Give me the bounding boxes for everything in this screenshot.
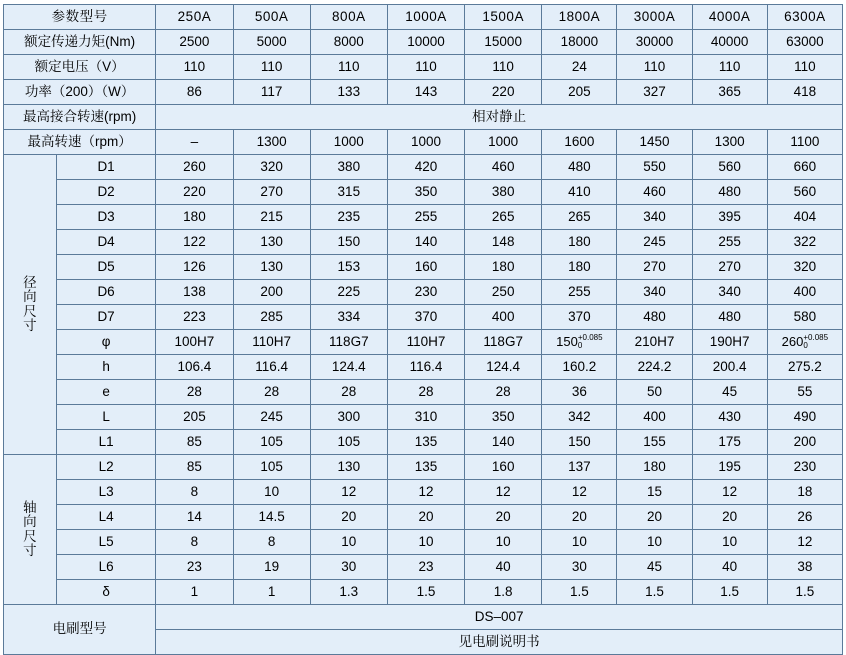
cell: 418 bbox=[767, 80, 842, 105]
cell: 137 bbox=[542, 455, 617, 480]
cell: 19 bbox=[233, 555, 310, 580]
cell: 230 bbox=[767, 455, 842, 480]
row-label-e: e bbox=[56, 380, 156, 405]
row-label-l4: L4 bbox=[56, 505, 156, 530]
cell: 110 bbox=[767, 55, 842, 80]
cell: 105 bbox=[233, 455, 310, 480]
row-label-torque: 额定传递力矩(Nm) bbox=[4, 30, 156, 55]
group-char: 向 bbox=[23, 514, 37, 530]
cell: 340 bbox=[617, 205, 692, 230]
group-char: 寸 bbox=[23, 317, 37, 333]
cell: 28 bbox=[233, 380, 310, 405]
table-row bbox=[4, 130, 843, 155]
specification-table bbox=[3, 4, 843, 655]
cell: 148 bbox=[465, 230, 542, 255]
cell: 10 bbox=[387, 530, 464, 555]
cell: 118G7 bbox=[465, 330, 542, 355]
cell: 220 bbox=[465, 80, 542, 105]
cell: 140 bbox=[465, 430, 542, 455]
cell: 150 bbox=[542, 430, 617, 455]
cell: 126 bbox=[156, 255, 233, 280]
cell: 86 bbox=[156, 80, 233, 105]
cell: 300 bbox=[310, 405, 387, 430]
cell: 580 bbox=[767, 305, 842, 330]
row-label-l1: L1 bbox=[56, 430, 156, 455]
cell: 395 bbox=[692, 205, 767, 230]
table-row bbox=[4, 455, 843, 480]
model-1800a: 1800A bbox=[542, 5, 617, 30]
cell: 1100 bbox=[767, 130, 842, 155]
cell: 1300 bbox=[233, 130, 310, 155]
cell: 106.4 bbox=[156, 355, 233, 380]
cell: 320 bbox=[233, 155, 310, 180]
cell: 205 bbox=[542, 80, 617, 105]
cell: 153 bbox=[310, 255, 387, 280]
cell-phi-6300a: 260 +0.085 0 bbox=[767, 330, 842, 355]
table-row bbox=[4, 555, 843, 580]
cell: 20 bbox=[387, 505, 464, 530]
cell: 180 bbox=[617, 455, 692, 480]
table-row bbox=[4, 330, 843, 355]
cell-brush-manual-note: 见电刷说明书 bbox=[156, 630, 843, 655]
cell: 340 bbox=[617, 280, 692, 305]
cell: 15000 bbox=[465, 30, 542, 55]
cell: 110 bbox=[310, 55, 387, 80]
cell: 117 bbox=[233, 80, 310, 105]
cell: 160.2 bbox=[542, 355, 617, 380]
cell: 20 bbox=[692, 505, 767, 530]
cell: 110 bbox=[617, 55, 692, 80]
cell: 660 bbox=[767, 155, 842, 180]
cell: 1.3 bbox=[310, 580, 387, 605]
cell: 130 bbox=[310, 455, 387, 480]
model-3000a: 3000A bbox=[617, 5, 692, 30]
cell: 8 bbox=[233, 530, 310, 555]
cell: 255 bbox=[692, 230, 767, 255]
cell: 105 bbox=[310, 430, 387, 455]
table-row bbox=[4, 80, 843, 105]
cell: 255 bbox=[387, 205, 464, 230]
cell: 28 bbox=[156, 380, 233, 405]
cell: 180 bbox=[542, 230, 617, 255]
cell: 180 bbox=[542, 255, 617, 280]
cell: 40000 bbox=[692, 30, 767, 55]
cell: 1 bbox=[233, 580, 310, 605]
cell: 365 bbox=[692, 80, 767, 105]
cell: 180 bbox=[156, 205, 233, 230]
table-row bbox=[4, 155, 843, 180]
cell: 28 bbox=[310, 380, 387, 405]
cell: 460 bbox=[617, 180, 692, 205]
table-row bbox=[4, 405, 843, 430]
cell: 480 bbox=[617, 305, 692, 330]
cell: 118G7 bbox=[310, 330, 387, 355]
cell: 1.5 bbox=[692, 580, 767, 605]
cell-merged-relative-static: 相对静止 bbox=[156, 105, 843, 130]
row-label-l5: L5 bbox=[56, 530, 156, 555]
cell: 100H7 bbox=[156, 330, 233, 355]
cell: 12 bbox=[310, 480, 387, 505]
cell: 550 bbox=[617, 155, 692, 180]
cell: 1.8 bbox=[465, 580, 542, 605]
table-row bbox=[4, 180, 843, 205]
cell: 310 bbox=[387, 405, 464, 430]
cell: 110 bbox=[156, 55, 233, 80]
cell: 28 bbox=[387, 380, 464, 405]
cell: 2500 bbox=[156, 30, 233, 55]
table-row bbox=[4, 55, 843, 80]
row-label-d7: D7 bbox=[56, 305, 156, 330]
cell: 420 bbox=[387, 155, 464, 180]
cell: 85 bbox=[156, 430, 233, 455]
table-row bbox=[4, 605, 843, 630]
cell: 200.4 bbox=[692, 355, 767, 380]
cell: 14.5 bbox=[233, 505, 310, 530]
cell: 40 bbox=[692, 555, 767, 580]
cell: 180 bbox=[465, 255, 542, 280]
cell: 24 bbox=[542, 55, 617, 80]
table-row bbox=[4, 230, 843, 255]
cell: 50 bbox=[617, 380, 692, 405]
table-row bbox=[4, 480, 843, 505]
cell: 404 bbox=[767, 205, 842, 230]
cell: 320 bbox=[767, 255, 842, 280]
cell: 245 bbox=[617, 230, 692, 255]
cell: 334 bbox=[310, 305, 387, 330]
group-label-radial bbox=[4, 155, 57, 455]
cell: – bbox=[156, 130, 233, 155]
cell: 110 bbox=[465, 55, 542, 80]
cell: 10000 bbox=[387, 30, 464, 55]
table-row bbox=[4, 430, 843, 455]
cell: 30000 bbox=[617, 30, 692, 55]
cell: 20 bbox=[617, 505, 692, 530]
cell: 8000 bbox=[310, 30, 387, 55]
cell: 124.4 bbox=[310, 355, 387, 380]
cell: 110H7 bbox=[387, 330, 464, 355]
group-char: 径 bbox=[23, 275, 37, 291]
cell: 10 bbox=[310, 530, 387, 555]
cell: 10 bbox=[465, 530, 542, 555]
cell: 135 bbox=[387, 430, 464, 455]
cell: 133 bbox=[310, 80, 387, 105]
cell: 260 bbox=[156, 155, 233, 180]
model-500a: 500A bbox=[233, 5, 310, 30]
cell: 124.4 bbox=[465, 355, 542, 380]
cell: 480 bbox=[542, 155, 617, 180]
cell: 220 bbox=[156, 180, 233, 205]
cell: 110 bbox=[233, 55, 310, 80]
cell: 155 bbox=[617, 430, 692, 455]
header-label: 参数型号 bbox=[4, 5, 156, 30]
cell: 135 bbox=[387, 455, 464, 480]
cell: 400 bbox=[617, 405, 692, 430]
cell: 12 bbox=[465, 480, 542, 505]
group-char: 尺 bbox=[23, 528, 37, 544]
cell: 560 bbox=[767, 180, 842, 205]
cell: 230 bbox=[387, 280, 464, 305]
cell: 14 bbox=[156, 505, 233, 530]
table-row bbox=[4, 30, 843, 55]
table-row bbox=[4, 355, 843, 380]
cell: 285 bbox=[233, 305, 310, 330]
cell: 110 bbox=[692, 55, 767, 80]
row-label-d4: D4 bbox=[56, 230, 156, 255]
cell: 410 bbox=[542, 180, 617, 205]
row-label-delta: δ bbox=[56, 580, 156, 605]
cell: 200 bbox=[767, 430, 842, 455]
cell: 1 bbox=[156, 580, 233, 605]
cell: 30 bbox=[310, 555, 387, 580]
row-label-d3: D3 bbox=[56, 205, 156, 230]
cell: 10 bbox=[692, 530, 767, 555]
row-label-l: L bbox=[56, 405, 156, 430]
cell: 23 bbox=[156, 555, 233, 580]
cell: 190H7 bbox=[692, 330, 767, 355]
cell: 110 bbox=[387, 55, 464, 80]
cell: 45 bbox=[617, 555, 692, 580]
cell: 1.5 bbox=[767, 580, 842, 605]
cell: 340 bbox=[692, 280, 767, 305]
cell: 116.4 bbox=[233, 355, 310, 380]
row-label-max-engage-speed: 最高接合转速(rpm) bbox=[4, 105, 156, 130]
cell: 28 bbox=[465, 380, 542, 405]
cell: 105 bbox=[233, 430, 310, 455]
cell: 245 bbox=[233, 405, 310, 430]
table-row bbox=[4, 205, 843, 230]
row-label-max-speed: 最高转速（rpm） bbox=[4, 130, 156, 155]
cell: 45 bbox=[692, 380, 767, 405]
cell: 380 bbox=[310, 155, 387, 180]
row-label-h: h bbox=[56, 355, 156, 380]
cell: 116.4 bbox=[387, 355, 464, 380]
cell-brush-model-value: DS–007 bbox=[156, 605, 843, 630]
cell: 195 bbox=[692, 455, 767, 480]
cell: 265 bbox=[465, 205, 542, 230]
table-row bbox=[4, 105, 843, 130]
cell: 342 bbox=[542, 405, 617, 430]
cell: 480 bbox=[692, 180, 767, 205]
cell-phi-1800a: 150 +0.085 0 bbox=[542, 330, 617, 355]
group-char: 向 bbox=[23, 289, 37, 305]
cell: 1000 bbox=[310, 130, 387, 155]
row-label-l6: L6 bbox=[56, 555, 156, 580]
cell: 250 bbox=[465, 280, 542, 305]
cell: 8 bbox=[156, 530, 233, 555]
cell: 1.5 bbox=[387, 580, 464, 605]
cell: 20 bbox=[465, 505, 542, 530]
cell: 55 bbox=[767, 380, 842, 405]
cell: 370 bbox=[387, 305, 464, 330]
cell: 480 bbox=[692, 305, 767, 330]
group-char: 尺 bbox=[23, 303, 37, 319]
cell: 85 bbox=[156, 455, 233, 480]
table-row bbox=[4, 280, 843, 305]
cell: 1.5 bbox=[542, 580, 617, 605]
cell: 130 bbox=[233, 230, 310, 255]
cell: 15 bbox=[617, 480, 692, 505]
cell: 10 bbox=[617, 530, 692, 555]
cell: 1000 bbox=[465, 130, 542, 155]
cell: 20 bbox=[542, 505, 617, 530]
cell: 370 bbox=[542, 305, 617, 330]
cell: 5000 bbox=[233, 30, 310, 55]
group-char: 寸 bbox=[23, 542, 37, 558]
cell: 235 bbox=[310, 205, 387, 230]
row-label-d5: D5 bbox=[56, 255, 156, 280]
cell: 23 bbox=[387, 555, 464, 580]
cell: 140 bbox=[387, 230, 464, 255]
cell: 8 bbox=[156, 480, 233, 505]
cell: 1600 bbox=[542, 130, 617, 155]
cell: 150 bbox=[310, 230, 387, 255]
cell: 225 bbox=[310, 280, 387, 305]
cell: 18000 bbox=[542, 30, 617, 55]
table-row bbox=[4, 505, 843, 530]
cell: 40 bbox=[465, 555, 542, 580]
model-6300a: 6300A bbox=[767, 5, 842, 30]
cell: 224.2 bbox=[617, 355, 692, 380]
model-1000a: 1000A bbox=[387, 5, 464, 30]
row-label-d2: D2 bbox=[56, 180, 156, 205]
model-1500a: 1500A bbox=[465, 5, 542, 30]
cell: 1300 bbox=[692, 130, 767, 155]
cell: 122 bbox=[156, 230, 233, 255]
group-char: 轴 bbox=[23, 500, 37, 516]
cell: 160 bbox=[387, 255, 464, 280]
table-row bbox=[4, 380, 843, 405]
cell: 38 bbox=[767, 555, 842, 580]
cell: 400 bbox=[767, 280, 842, 305]
table-header-row bbox=[4, 5, 843, 30]
cell: 270 bbox=[692, 255, 767, 280]
cell: 265 bbox=[542, 205, 617, 230]
cell: 36 bbox=[542, 380, 617, 405]
table-row bbox=[4, 530, 843, 555]
cell: 175 bbox=[692, 430, 767, 455]
cell: 1450 bbox=[617, 130, 692, 155]
model-4000a: 4000A bbox=[692, 5, 767, 30]
cell: 460 bbox=[465, 155, 542, 180]
row-label-phi: φ bbox=[56, 330, 156, 355]
cell: 1.5 bbox=[617, 580, 692, 605]
cell: 26 bbox=[767, 505, 842, 530]
table-row bbox=[4, 580, 843, 605]
cell: 490 bbox=[767, 405, 842, 430]
row-label-brush-model: 电刷型号 bbox=[4, 605, 156, 655]
cell: 560 bbox=[692, 155, 767, 180]
cell: 200 bbox=[233, 280, 310, 305]
cell: 130 bbox=[233, 255, 310, 280]
cell: 12 bbox=[387, 480, 464, 505]
cell: 270 bbox=[233, 180, 310, 205]
row-label-voltage: 额定电压（V） bbox=[4, 55, 156, 80]
cell: 430 bbox=[692, 405, 767, 430]
cell: 20 bbox=[310, 505, 387, 530]
model-250a: 250A bbox=[156, 5, 233, 30]
row-label-l2: L2 bbox=[56, 455, 156, 480]
model-800a: 800A bbox=[310, 5, 387, 30]
cell: 160 bbox=[465, 455, 542, 480]
table-row bbox=[4, 255, 843, 280]
cell: 12 bbox=[542, 480, 617, 505]
cell: 210H7 bbox=[617, 330, 692, 355]
cell: 350 bbox=[465, 405, 542, 430]
cell: 12 bbox=[767, 530, 842, 555]
cell: 350 bbox=[387, 180, 464, 205]
cell: 63000 bbox=[767, 30, 842, 55]
cell: 30 bbox=[542, 555, 617, 580]
cell: 223 bbox=[156, 305, 233, 330]
cell: 10 bbox=[233, 480, 310, 505]
cell: 110H7 bbox=[233, 330, 310, 355]
cell: 322 bbox=[767, 230, 842, 255]
group-label-axial bbox=[4, 455, 57, 605]
cell: 1000 bbox=[387, 130, 464, 155]
cell: 327 bbox=[617, 80, 692, 105]
row-label-power: 功率（200）（W） bbox=[4, 80, 156, 105]
cell: 400 bbox=[465, 305, 542, 330]
cell: 380 bbox=[465, 180, 542, 205]
cell: 255 bbox=[542, 280, 617, 305]
cell: 12 bbox=[692, 480, 767, 505]
table-row bbox=[4, 305, 843, 330]
cell: 10 bbox=[542, 530, 617, 555]
cell: 275.2 bbox=[767, 355, 842, 380]
row-label-d1: D1 bbox=[56, 155, 156, 180]
row-label-l3: L3 bbox=[56, 480, 156, 505]
cell: 143 bbox=[387, 80, 464, 105]
cell: 138 bbox=[156, 280, 233, 305]
cell: 205 bbox=[156, 405, 233, 430]
cell: 18 bbox=[767, 480, 842, 505]
row-label-d6: D6 bbox=[56, 280, 156, 305]
cell: 270 bbox=[617, 255, 692, 280]
cell: 215 bbox=[233, 205, 310, 230]
cell: 315 bbox=[310, 180, 387, 205]
